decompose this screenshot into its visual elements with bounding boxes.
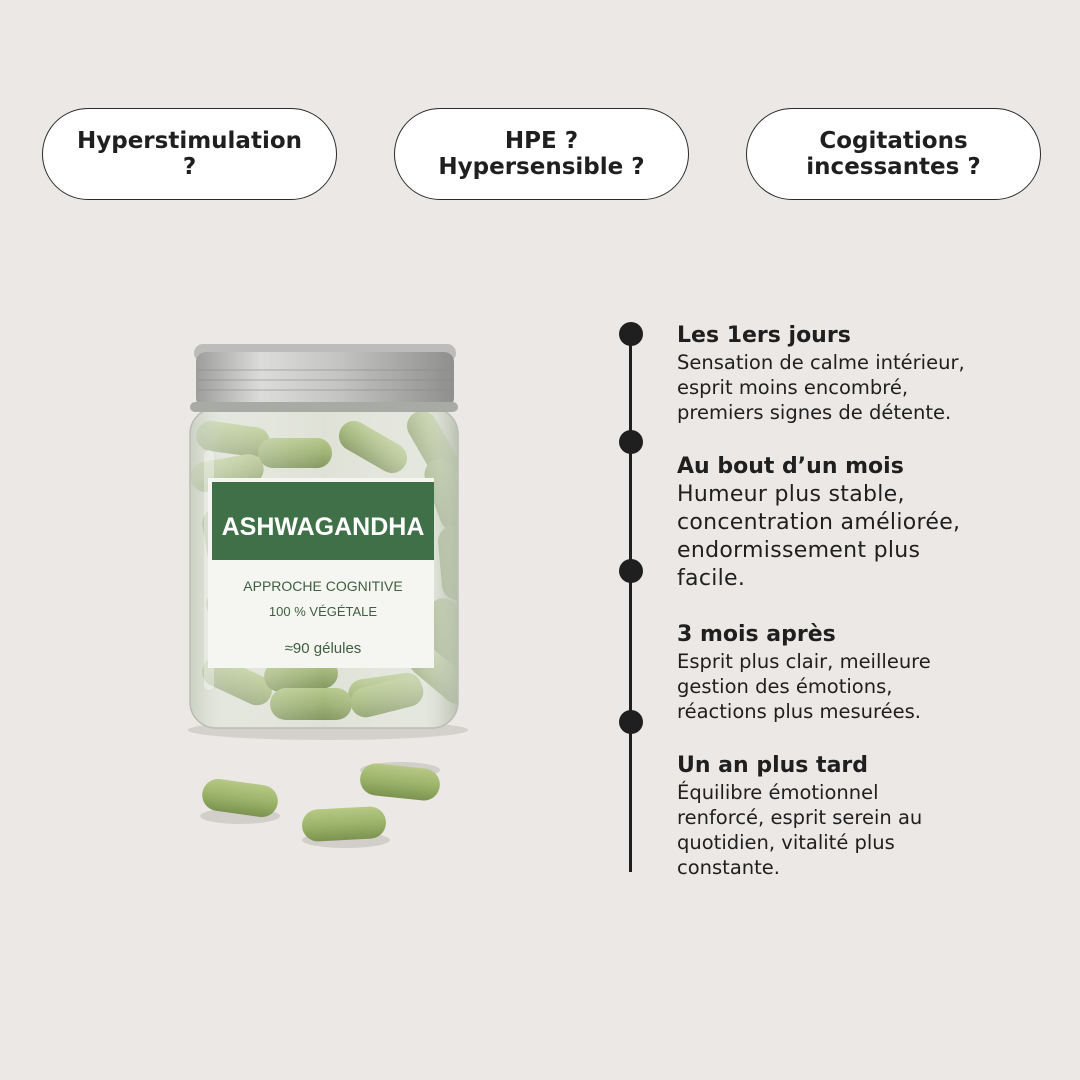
timeline-step-text: Esprit plus clair, meilleure gestion des émotions, réactions plus mesurées. bbox=[677, 650, 931, 723]
question-pill-hpe bbox=[394, 108, 689, 200]
timeline-dot bbox=[619, 430, 643, 454]
timeline-step-text: Humeur plus stable, concentration améliorée, endormissement plus facile. bbox=[677, 482, 961, 591]
question-pill-text: Cogitations incessantes ? bbox=[806, 128, 981, 180]
timeline-step-three-months bbox=[677, 621, 1057, 724]
timeline-dot bbox=[619, 559, 643, 583]
timeline-step-title: Les 1ers jours bbox=[677, 323, 851, 348]
timeline-dot bbox=[619, 322, 643, 346]
question-pill-hyperstimulation bbox=[42, 108, 337, 200]
timeline-step-one-month bbox=[677, 453, 1057, 593]
product-jar-illustration bbox=[160, 330, 500, 850]
timeline-step-text: Sensation de calme intérieur, esprit moins encombré, premiers signes de détente. bbox=[677, 351, 965, 424]
question-pill-cogitations bbox=[746, 108, 1041, 200]
timeline-step-title: Au bout d’un mois bbox=[677, 454, 904, 479]
question-pill-text: Hyperstimulation ? bbox=[76, 128, 302, 180]
product-name: ASHWAGANDHA bbox=[221, 513, 425, 541]
product-count: ≈90 gélules bbox=[284, 640, 362, 657]
question-pill-text: HPE ? Hypersensible ? bbox=[438, 128, 645, 180]
timeline-step-text: Équilibre émotionnel renforcé, esprit serein au quotidien, vitalité plus constante. bbox=[677, 781, 923, 879]
timeline-step-title: 3 mois après bbox=[677, 622, 836, 647]
product-approach: APPROCHE COGNITIVE bbox=[243, 578, 403, 594]
timeline-step-first-days bbox=[677, 322, 1057, 425]
timeline-dot bbox=[619, 710, 643, 734]
timeline-step-title: Un an plus tard bbox=[677, 753, 869, 778]
loose-capsules bbox=[200, 762, 441, 848]
timeline-line bbox=[629, 330, 632, 872]
timeline-step-one-year bbox=[677, 752, 1057, 880]
product-vegetal: 100 % VÉGÉTALE bbox=[268, 604, 378, 619]
